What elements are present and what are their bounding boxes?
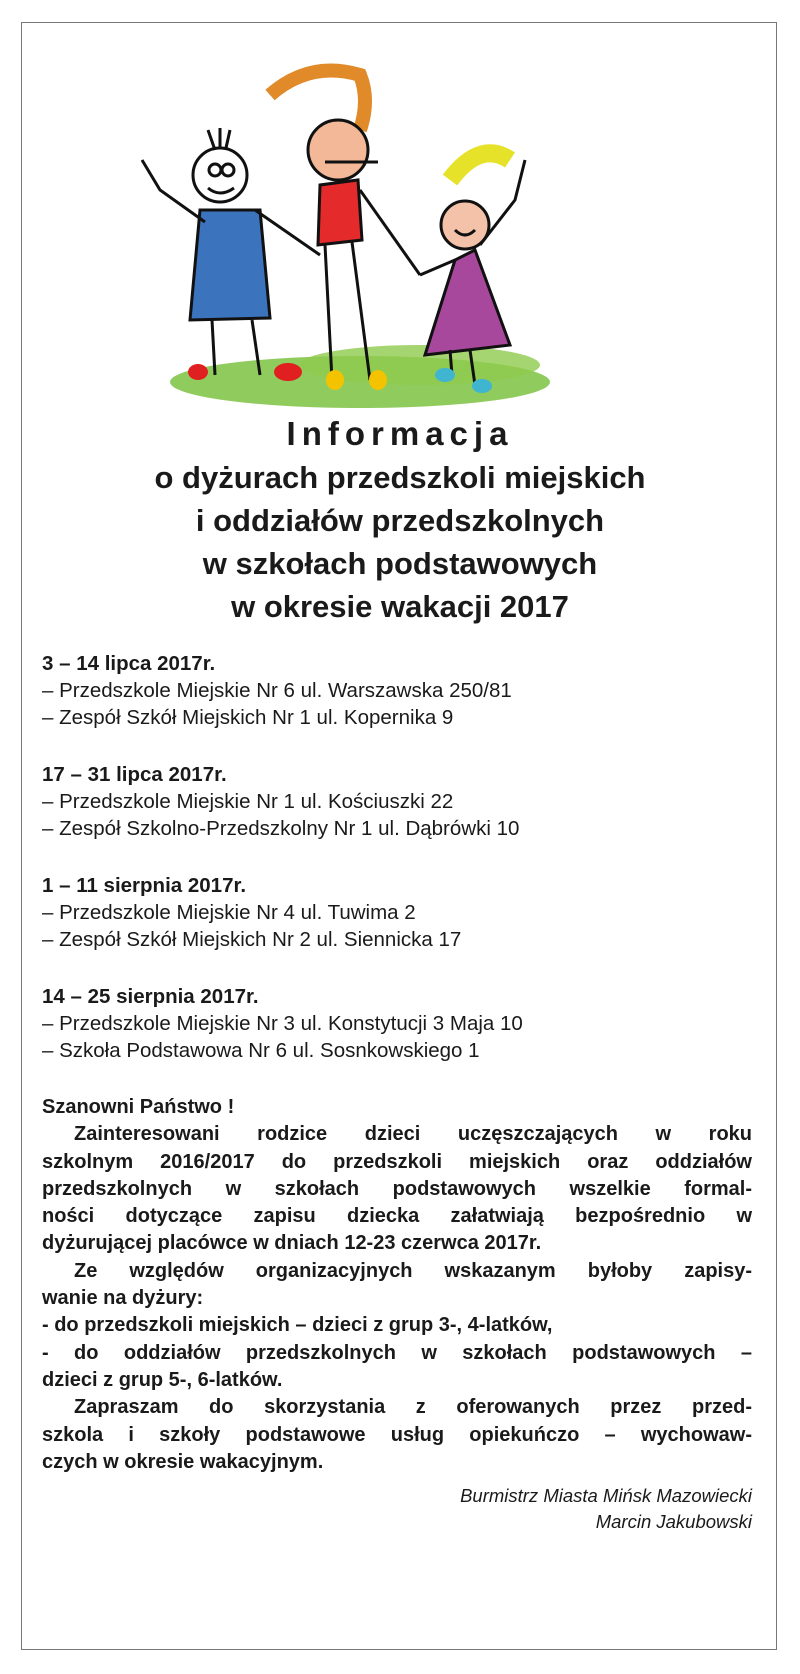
facility-item: – Szkoła Podstawowa Nr 6 ul. Sosnkowskiego 1: [42, 1039, 480, 1062]
letter-line: szkolnym 2016/2017 do przedszkoli miejskich oraz oddziałów: [42, 1150, 752, 1173]
letter-line: wanie na dyżury:: [42, 1287, 204, 1310]
letter-line: czych w okresie wakacyjnym.: [42, 1450, 324, 1473]
period-heading: 1 – 11 sierpnia 2017r.: [42, 874, 247, 897]
schedule-period: [42, 761, 752, 842]
facility-item: – Przedszkole Miejskie Nr 3 ul. Konstytucji 3 Maja 10: [42, 1012, 523, 1035]
letter-body: [42, 1094, 752, 1476]
greeting: Szanowni Państwo !: [42, 1096, 235, 1118]
signature-role: Burmistrz Miasta Mińsk Mazowiecki: [460, 1485, 752, 1506]
letter-line: Zainteresowani rodzice dzieci uczęszczających w roku: [74, 1123, 752, 1146]
letter-line: - do oddziałów przedszkolnych w szkołach podstawowych –: [42, 1341, 752, 1364]
subtitle-line: w okresie wakacji 2017: [231, 589, 569, 624]
letter-line: - do przedszkoli miejskich – dzieci z grup 3-, 4-latków,: [42, 1314, 553, 1337]
schedule-period: [42, 983, 752, 1064]
schedule-period: [42, 650, 752, 731]
facility-item: – Zespół Szkół Miejskich Nr 2 ul. Siennicka 17: [42, 928, 462, 951]
schedule-period: [42, 872, 752, 953]
subtitle-line: i oddziałów przedszkolnych: [195, 503, 605, 538]
subtitle-line: w szkołach podstawowych: [202, 546, 598, 581]
period-heading: 17 – 31 lipca 2017r.: [42, 763, 227, 786]
letter-line: dyżurującej placówce w dniach 12-23 czerwca 2017r.: [42, 1232, 542, 1255]
facility-item: – Przedszkole Miejskie Nr 1 ul. Kościuszki 22: [42, 790, 454, 813]
letter-line: przedszkolnych w szkołach podstawowych wszelkie formal-: [42, 1177, 752, 1200]
facility-item: – Przedszkole Miejskie Nr 6 ul. Warszawska 250/81: [42, 679, 512, 702]
letter-line: Ze względów organizacyjnych wskazanym byłoby zapisy-: [74, 1259, 752, 1282]
document-title: Informacja: [286, 415, 514, 452]
letter-line: dzieci z grup 5-, 6-latków.: [42, 1368, 283, 1391]
signature-name: Marcin Jakubowski: [595, 1511, 752, 1532]
period-heading: 14 – 25 sierpnia 2017r.: [42, 985, 259, 1008]
signature: [460, 1483, 752, 1535]
subtitle-line: o dyżurach przedszkoli miejskich: [154, 460, 646, 495]
letter-line: szkola i szkoły podstawowe usług opiekuńczo – wychowaw-: [42, 1423, 752, 1446]
facility-item: – Zespół Szkolno-Przedszkolny Nr 1 ul. Dąbrówki 10: [42, 817, 520, 840]
facility-item: – Przedszkole Miejskie Nr 4 ul. Tuwima 2: [42, 901, 416, 924]
facility-item: – Zespół Szkół Miejskich Nr 1 ul. Kopernika 9: [42, 706, 454, 729]
letter-line: Zapraszam do skorzystania z oferowanych przez przed-: [74, 1396, 752, 1419]
family-illustration: [120, 30, 600, 420]
letter-line: ności dotyczące zapisu dziecka załatwiają bezpośrednio w: [42, 1205, 752, 1228]
period-heading: 3 – 14 lipca 2017r.: [42, 652, 216, 675]
